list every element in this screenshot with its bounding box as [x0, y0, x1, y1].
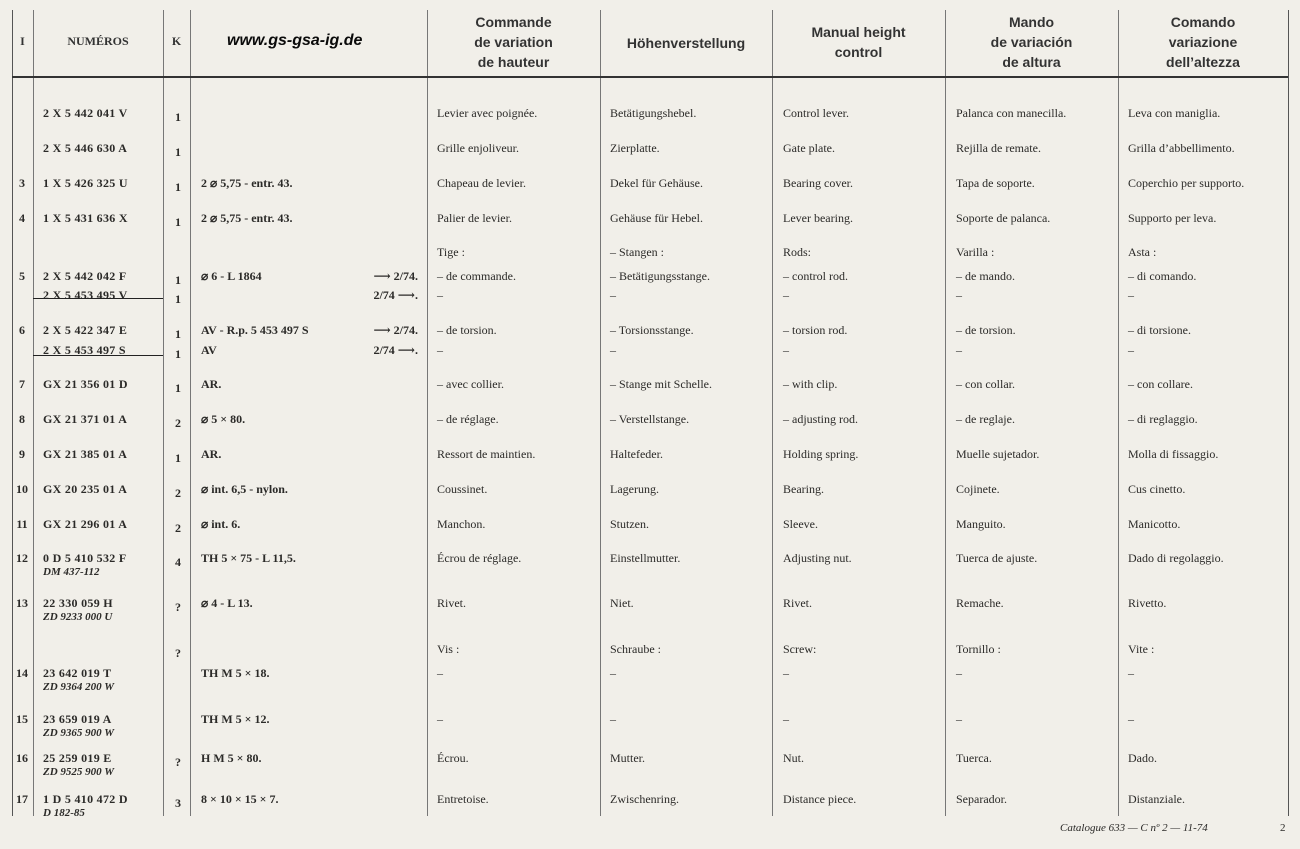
- row-index: 9: [19, 447, 25, 461]
- designation-en: Rivet.: [783, 596, 812, 610]
- designation-de: –: [610, 712, 616, 726]
- designation-de: Mutter.: [610, 751, 645, 765]
- row-index: 11: [16, 517, 28, 531]
- designation-en: Adjusting nut.: [783, 551, 852, 565]
- row-index: 3: [19, 176, 25, 190]
- row-index: 4: [19, 211, 25, 225]
- designation-de: – Stange mit Schelle.: [610, 377, 712, 391]
- designation-fr: Vis :: [437, 642, 460, 656]
- designation-it: – con collare.: [1128, 377, 1193, 391]
- designation-fr: Écrou.: [437, 751, 469, 765]
- dimension-reference: H M 5 × 80.: [201, 751, 262, 765]
- part-number-alt: ZD 9364 200 W: [43, 681, 114, 693]
- part-number: 2 X 5 453 495 V: [43, 288, 128, 302]
- row-index: 16: [16, 751, 28, 765]
- designation-es: –: [956, 666, 962, 680]
- designation-it: Rivetto.: [1128, 596, 1167, 610]
- row-index: 5: [19, 269, 25, 283]
- part-number: 2 X 5 453 497 S: [43, 343, 126, 357]
- designation-de: – Betätigungsstange.: [610, 269, 710, 283]
- dimension-reference: 8 × 10 × 15 × 7.: [201, 792, 279, 806]
- quantity: 1: [175, 273, 181, 287]
- designation-de: Einstellmutter.: [610, 551, 681, 565]
- date-validity-arrow: ⟶ 2/74.: [373, 323, 418, 337]
- row-index: 8: [19, 412, 25, 426]
- designation-de: Schraube :: [610, 642, 661, 656]
- designation-es: – con collar.: [956, 377, 1015, 391]
- designation-fr: Manchon.: [437, 517, 486, 531]
- quantity: 2: [175, 521, 181, 535]
- designation-it: Coperchio per supporto.: [1128, 176, 1245, 190]
- designation-fr: Levier avec poignée.: [437, 106, 538, 120]
- part-number: 25 259 019 E: [43, 751, 112, 765]
- part-number: 2 X 5 446 630 A: [43, 141, 128, 155]
- designation-en: Rods:: [783, 245, 812, 259]
- designation-it: Molla di fissaggio.: [1128, 447, 1219, 461]
- designation-de: – Torsionsstange.: [610, 323, 694, 337]
- date-validity-arrow: 2/74 ⟶.: [373, 343, 418, 357]
- designation-de: Stutzen.: [610, 517, 649, 531]
- designation-it: Leva con maniglia.: [1128, 106, 1221, 120]
- designation-it: Dado di regolaggio.: [1128, 551, 1224, 565]
- column-divider: [163, 10, 164, 816]
- header-es-line: de altura: [1002, 54, 1061, 70]
- designation-fr: Coussinet.: [437, 482, 488, 496]
- quantity: 1: [175, 451, 181, 465]
- designation-es: – de mando.: [956, 269, 1015, 283]
- designation-es: Varilla :: [956, 245, 995, 259]
- designation-fr: Entretoise.: [437, 792, 489, 806]
- designation-de: – Verstellstange.: [610, 412, 690, 426]
- header-it-line: Comando: [1170, 14, 1236, 30]
- row-index: 14: [16, 666, 28, 680]
- header-col-fr: [427, 12, 600, 72]
- header-fr-line: de variation: [474, 34, 553, 50]
- header-es-line: Mando: [1008, 14, 1055, 30]
- designation-en: –: [783, 666, 789, 680]
- dimension-reference: ⌀ int. 6,5 - nylon.: [201, 482, 288, 496]
- designation-fr: – de commande.: [437, 269, 516, 283]
- designation-en: –: [783, 712, 789, 726]
- row-index: 15: [16, 712, 28, 726]
- part-number: GX 21 356 01 D: [43, 377, 128, 391]
- group-separator: [33, 298, 163, 299]
- dimension-reference: ⌀ 4 - L 13.: [201, 596, 253, 610]
- designation-fr: –: [437, 288, 443, 302]
- designation-fr: Chapeau de levier.: [437, 176, 526, 190]
- part-number: 2 X 5 442 042 F: [43, 269, 127, 283]
- designation-fr: – avec collier.: [437, 377, 504, 391]
- designation-en: Nut.: [783, 751, 804, 765]
- designation-en: –: [783, 288, 789, 302]
- dimension-reference: AR.: [201, 447, 222, 461]
- dimension-reference: ⌀ int. 6.: [201, 517, 241, 531]
- column-divider: [600, 10, 601, 816]
- designation-it: –: [1128, 666, 1134, 680]
- designation-fr: Ressort de maintien.: [437, 447, 536, 461]
- designation-fr: Grille enjoliveur.: [437, 141, 519, 155]
- designation-en: Lever bearing.: [783, 211, 853, 225]
- designation-en: Distance piece.: [783, 792, 857, 806]
- dimension-reference: AV - R.p. 5 453 497 S: [201, 323, 309, 337]
- group-separator: [33, 355, 163, 356]
- catalogue-reference: Catalogue 633 — C nº 2 — 11-74: [1060, 822, 1208, 834]
- designation-fr: –: [437, 712, 443, 726]
- part-number: GX 21 385 01 A: [43, 447, 128, 461]
- designation-de: – Stangen :: [610, 245, 664, 259]
- designation-es: Cojinete.: [956, 482, 1000, 496]
- row-index: 7: [19, 377, 25, 391]
- designation-es: Palanca con manecilla.: [956, 106, 1067, 120]
- designation-fr: – de torsion.: [437, 323, 497, 337]
- designation-fr: Tige :: [437, 245, 465, 259]
- designation-de: Niet.: [610, 596, 634, 610]
- designation-es: –: [956, 712, 962, 726]
- header-col-en: [772, 22, 945, 62]
- column-divider: [945, 10, 946, 816]
- column-divider: [33, 10, 34, 816]
- date-validity-arrow: ⟶ 2/74.: [373, 269, 418, 283]
- designation-de: Lagerung.: [610, 482, 659, 496]
- quantity: 1: [175, 292, 181, 306]
- designation-en: Holding spring.: [783, 447, 859, 461]
- header-en-line: control: [834, 44, 883, 60]
- designation-es: Tapa de soporte.: [956, 176, 1035, 190]
- designation-de: –: [610, 343, 616, 357]
- designation-es: Rejilla de remate.: [956, 141, 1041, 155]
- designation-en: Sleeve.: [783, 517, 818, 531]
- quantity: 1: [175, 180, 181, 194]
- designation-fr: –: [437, 666, 443, 680]
- quantity: 1: [175, 347, 181, 361]
- designation-en: Bearing cover.: [783, 176, 853, 190]
- part-number-alt: D 182-85: [43, 807, 85, 819]
- designation-it: Asta :: [1128, 245, 1157, 259]
- designation-it: Grilla d’abbellimento.: [1128, 141, 1235, 155]
- designation-it: Distanziale.: [1128, 792, 1185, 806]
- designation-fr: Écrou de réglage.: [437, 551, 522, 565]
- designation-en: – adjusting rod.: [783, 412, 858, 426]
- designation-de: –: [610, 288, 616, 302]
- part-number: 1 X 5 426 325 U: [43, 176, 128, 190]
- designation-es: Tornillo :: [956, 642, 1001, 656]
- dimension-reference: AR.: [201, 377, 222, 391]
- designation-de: Gehäuse für Hebel.: [610, 211, 703, 225]
- designation-en: –: [783, 343, 789, 357]
- header-col-i: I: [20, 34, 25, 48]
- designation-de: –: [610, 666, 616, 680]
- designation-es: –: [956, 343, 962, 357]
- quantity: 2: [175, 486, 181, 500]
- part-number: 1 X 5 431 636 X: [43, 211, 128, 225]
- quantity: 4: [175, 555, 181, 569]
- designation-it: –: [1128, 288, 1134, 302]
- part-number: GX 20 235 01 A: [43, 482, 128, 496]
- column-divider: [1118, 10, 1119, 816]
- designation-fr: Palier de levier.: [437, 211, 512, 225]
- designation-en: Screw:: [783, 642, 817, 656]
- row-index: 6: [19, 323, 25, 337]
- designation-it: Supporto per leva.: [1128, 211, 1217, 225]
- header-col-numeros: NUMÉROS: [67, 34, 129, 48]
- page-number: 2: [1280, 822, 1286, 834]
- quantity: 1: [175, 110, 181, 124]
- part-number: 1 D 5 410 472 D: [43, 792, 128, 806]
- designation-it: Cus cinetto.: [1128, 482, 1186, 496]
- designation-en: – torsion rod.: [783, 323, 848, 337]
- designation-it: Manicotto.: [1128, 517, 1181, 531]
- dimension-reference: ⌀ 5 × 80.: [201, 412, 246, 426]
- designation-es: – de reglaje.: [956, 412, 1015, 426]
- designation-fr: Rivet.: [437, 596, 466, 610]
- part-number-alt: ZD 9233 000 U: [43, 611, 113, 623]
- designation-de: Dekel für Gehäuse.: [610, 176, 703, 190]
- quantity: ?: [175, 755, 181, 769]
- date-validity-arrow: 2/74 ⟶.: [373, 288, 418, 302]
- header-es-line: de variación: [990, 34, 1073, 50]
- dimension-reference: TH M 5 × 12.: [201, 712, 270, 726]
- header-col-de: Höhenverstellung: [626, 35, 746, 51]
- quantity: ?: [175, 600, 181, 614]
- header-rule: [12, 76, 1288, 78]
- designation-es: –: [956, 288, 962, 302]
- dimension-reference: 2 ⌀ 5,75 - entr. 43.: [201, 176, 293, 190]
- dimension-reference: 2 ⌀ 5,75 - entr. 43.: [201, 211, 293, 225]
- header-fr-line: de hauteur: [477, 54, 550, 70]
- part-number: 23 642 019 T: [43, 666, 112, 680]
- part-number: 22 330 059 H: [43, 596, 113, 610]
- designation-it: Vite :: [1128, 642, 1155, 656]
- designation-es: Manguito.: [956, 517, 1006, 531]
- dimension-reference: TH M 5 × 18.: [201, 666, 270, 680]
- designation-es: Tuerca.: [956, 751, 992, 765]
- designation-es: – de torsion.: [956, 323, 1016, 337]
- designation-it: – di reglaggio.: [1128, 412, 1198, 426]
- quantity: 3: [175, 796, 181, 810]
- part-number: 0 D 5 410 532 F: [43, 551, 127, 565]
- designation-it: – di comando.: [1128, 269, 1197, 283]
- column-divider: [772, 10, 773, 816]
- part-number: GX 21 371 01 A: [43, 412, 128, 426]
- header-col-it: [1118, 12, 1288, 72]
- row-index: 10: [16, 482, 28, 496]
- part-number: GX 21 296 01 A: [43, 517, 128, 531]
- quantity: 1: [175, 145, 181, 159]
- header-it-line: dell’altezza: [1166, 54, 1240, 70]
- header-col-es: [945, 12, 1118, 72]
- designation-en: Control lever.: [783, 106, 849, 120]
- row-index: 13: [16, 596, 28, 610]
- designation-en: Bearing.: [783, 482, 824, 496]
- designation-fr: – de réglage.: [437, 412, 499, 426]
- designation-es: Remache.: [956, 596, 1004, 610]
- header-en-line: Manual height: [811, 24, 906, 40]
- part-number: 2 X 5 422 347 E: [43, 323, 128, 337]
- designation-de: Haltefeder.: [610, 447, 663, 461]
- quantity: 2: [175, 416, 181, 430]
- dimension-reference: ⌀ 6 - L 1864: [201, 269, 262, 283]
- designation-fr: –: [437, 343, 443, 357]
- designation-it: – di torsione.: [1128, 323, 1191, 337]
- header-it-line: variazione: [1168, 34, 1238, 50]
- row-index: 12: [16, 551, 28, 565]
- designation-es: Tuerca de ajuste.: [956, 551, 1038, 565]
- part-number-alt: ZD 9525 900 W: [43, 766, 114, 778]
- column-divider: [190, 10, 191, 816]
- website-watermark: www.gs-gsa-ig.de: [227, 32, 363, 49]
- quantity: 1: [175, 215, 181, 229]
- designation-es: Muelle sujetador.: [956, 447, 1040, 461]
- part-number: 23 659 019 A: [43, 712, 112, 726]
- dimension-reference: AV: [201, 343, 217, 357]
- quantity: ?: [175, 646, 181, 660]
- part-number: 2 X 5 442 041 V: [43, 106, 128, 120]
- quantity: 1: [175, 327, 181, 341]
- designation-de: Betätigungshebel.: [610, 106, 697, 120]
- column-divider: [427, 10, 428, 816]
- row-index: 17: [16, 792, 28, 806]
- header-fr-line: Commande: [475, 14, 552, 30]
- designation-it: Dado.: [1128, 751, 1157, 765]
- table-border-right: [1288, 10, 1289, 816]
- designation-it: –: [1128, 343, 1134, 357]
- designation-de: Zwischenring.: [610, 792, 679, 806]
- designation-en: Gate plate.: [783, 141, 835, 155]
- quantity: 1: [175, 381, 181, 395]
- part-number-alt: DM 437-112: [43, 566, 100, 578]
- designation-es: Separador.: [956, 792, 1007, 806]
- designation-en: – control rod.: [783, 269, 848, 283]
- designation-es: Soporte de palanca.: [956, 211, 1051, 225]
- part-number-alt: ZD 9365 900 W: [43, 727, 114, 739]
- designation-de: Zierplatte.: [610, 141, 660, 155]
- designation-en: – with clip.: [783, 377, 838, 391]
- dimension-reference: TH 5 × 75 - L 11,5.: [201, 551, 296, 565]
- header-col-k: K: [171, 34, 182, 48]
- designation-it: –: [1128, 712, 1134, 726]
